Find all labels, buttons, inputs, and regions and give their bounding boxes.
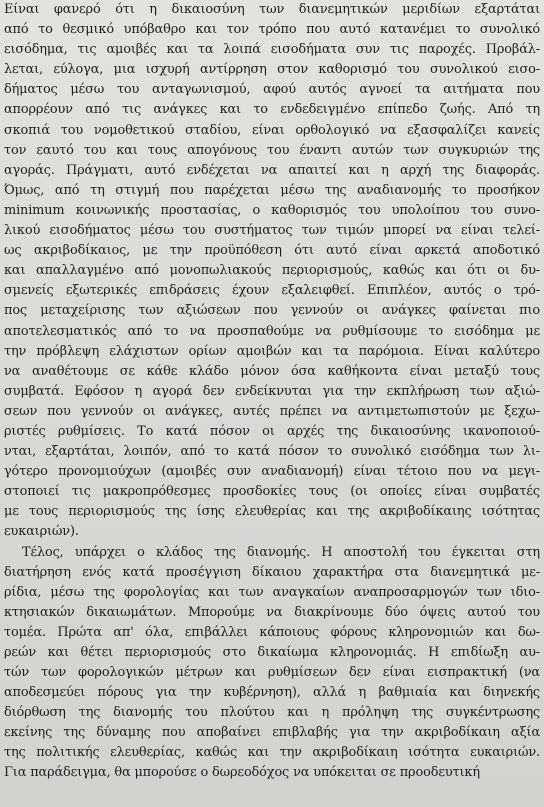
text-line: της πολιτικής ελευθερίας, καθώς και την ακριβοδίκαιη ισότητα ευκαιριών.: [4, 744, 540, 760]
text-line: ρεών και θέτει περιορισμούς στο δικαίωμα κληρονομιάς. Η επιδίωξη αυ-: [4, 644, 540, 660]
text-line: νται, εξαρτάται, λοιπόν, από το κατά πόσον το συνολικό εισόδημα των λι-: [4, 444, 540, 460]
text-line: απορρέουν από τις ανάγκες και το ενδεδειγμένο επίπεδο ζωής. Από τη: [4, 102, 540, 118]
text-line: στοποιεί τις μακροπρόθεσμες προσδοκίες τους (οι οποίες είναι συμβατές: [4, 484, 540, 500]
text-line: σμενείς εξωτερικές επιδράσεις έχουν εξαλειφθεί. Επιπλέον, αυτός ο τρό-: [4, 283, 540, 299]
text-line: εισόδημα, τις αμοιβές και τα λοιπά εισοδήματα συν τις παροχές. Προβάλ-: [4, 42, 540, 58]
text-line: Για παράδειγμα, θα μπορούσε ο δωρεοδόχος να υπόκειται σε προοδευτική: [4, 764, 480, 780]
paragraph-distribution-branch: [4, 543, 540, 783]
text-line: πος μεταχείρισης των αξιώσεων που γεννούν οι ανάγκες φαίνεται πιο: [4, 303, 540, 319]
text-line: ρίδια, μέσω της φορολογίας και των αναγκαίων αναπροσαρμογών των ιδιο-: [4, 584, 540, 600]
text-line: γότερο προνομιούχων (αμοιβές συν αναδιανομή) είναι τέτοιο που να μεγι-: [4, 464, 540, 480]
text-line: σεων που γεννούν οι ανάγκες, αυτές πρέπει να αντιμετωπιστούν με ξεχω-: [4, 403, 540, 419]
text-line: αγοράς. Πράγματι, αυτό ενδέχεται να απαιτεί και η αρχή της διαφοράς.: [4, 162, 540, 178]
text-line: λεται, εύλογα, μια ισχυρή αντίρρηση στον καθορισμό του συνολικού εισο-: [4, 62, 540, 78]
text-line: τών των φορολογικών μέτρων και ρυθμίσεων δεν είναι εισπρακτική (να: [4, 664, 540, 680]
text-line: τον εαυτό του και τους απογόνους του έναντι αυτών των συγκυριών της: [4, 142, 540, 158]
text-line: συμβατά. Εφόσον η αγορά δεν ενδείκνυται για την εκπλήρωση των αξιώ-: [4, 383, 540, 399]
text-line: αποτελεσματικός από το να προσπαθούμε να ρυθμίσουμε το εισόδημα με: [4, 323, 540, 339]
text-line: σκοπιά του νομοθετικού σταδίου, είναι ορθολογικό να εξασφαλίζει κανείς: [4, 122, 540, 138]
text-line: Όμως, από τη στιγμή που παρέχεται μέσω της αναδιανομής το προσήκον: [4, 182, 540, 198]
text-line: διόρθωση της διανομής του πλούτου και η πρόληψη της συγκέντρωσης: [4, 704, 540, 720]
text-line: από το θεσμικό υπόβαθρο και τον τρόπο που αυτό κατανέμει το συνολικό: [4, 22, 540, 38]
text-line: ως ακριβοδίκαιος, με την προϋπόθεση ότι αυτό είναι αρκετά αποδοτικό: [4, 243, 540, 259]
text-line: να αναθέτουμε σε κάθε κλάδο μόνον όσα καθήκοντα είναι μεταξύ τους: [4, 363, 540, 379]
text-line: τομέα. Πρώτα απ' όλα, επιβάλλει κάποιους φόρους κληρονομιών και δω-: [4, 624, 540, 640]
text-line: ευκαιριών).: [4, 524, 79, 540]
text-line: Είναι φανερό ότι η δικαιοσύνη των διανεμητικών μεριδίων εξαρτάται: [4, 2, 540, 17]
text-line: την πρόβλεψη ελάχιστων ορίων αμοιβών και τα παρόμοια. Είναι καλύτερο: [4, 343, 540, 359]
text-line: κτησιακών δικαιωμάτων. Μπορούμε να διακρίνουμε δύο όψεις αυτού του: [4, 604, 540, 620]
text-line: minimum κοινωνικής προστασίας, ο καθορισμός του υπολοίπου του συνο-: [4, 202, 540, 218]
text-line: και απαλλαγμένο από μονοπωλιακούς περιορισμούς, καθώς και ότι οι δυ-: [4, 263, 540, 279]
text-line: λικού εισοδήματος μέσω του συστήματος των τιμών μπορεί να είναι τελεί-: [4, 223, 540, 239]
text-line: διατήρηση ενός κατά προσέγγιση δίκαιου χαρακτήρα στα διανεμητικά με-: [4, 564, 540, 580]
text-line: Τέλος, υπάρχει ο κλάδος της διανομής. Η αποστολή του έγκειται στη: [22, 544, 540, 560]
paragraph-distribution-shares: [4, 0, 540, 543]
text-line: αποδεσμεύει πόρους για την κυβέρνηση), αλλά η βαθμιαία και διηνεκής: [4, 684, 540, 700]
text-line: εκείνης της δύναμης που αποβαίνει επιβλαβής για την ακριβοδίκαιη αξία: [4, 724, 540, 740]
text-line: δήματος μέσω του ανταγωνισμού, αφού αυτός αγνοεί τα αιτήματα που: [4, 82, 540, 98]
text-line: με τους περιορισμούς της ίσης ελευθερίας και της ακριβοδίκαιης ισότητας: [4, 504, 540, 520]
page-text: [4, 0, 540, 807]
text-line: ριστές ρυθμίσεις. Το κατά πόσον οι αρχές της δικαιοσύνης ικανοποιού-: [4, 423, 540, 439]
